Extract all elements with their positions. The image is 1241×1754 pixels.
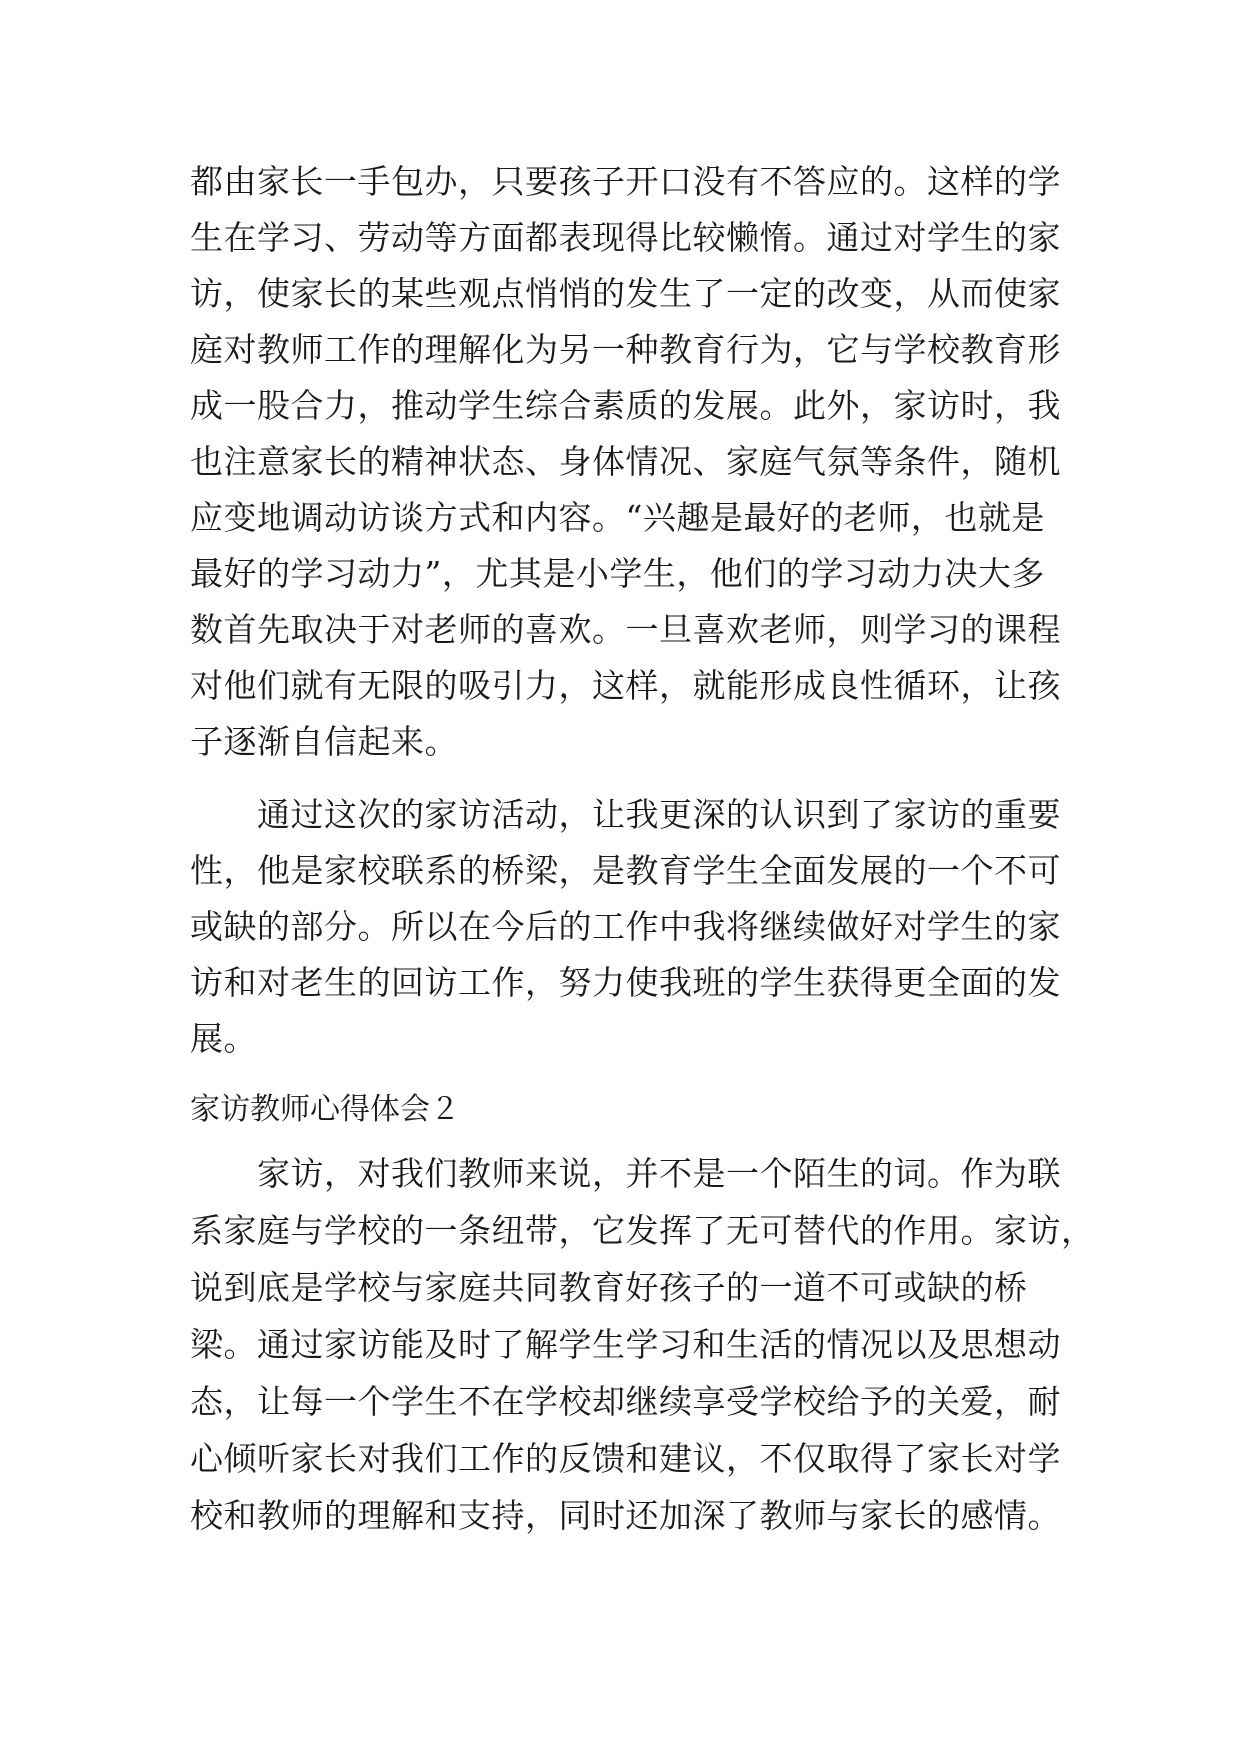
paragraph-1-line-5: 成一股合力，推动学生综合素质的发展。此外，家访时，我 <box>190 386 1061 425</box>
paragraph-3-line-5: 态，让每一个学生不在学校却继续享受学校给予的关爱，耐 <box>190 1382 1061 1421</box>
paragraph-2-line-4: 访和对老生的回访工作，努力使我班的学生获得更全面的发 <box>190 963 1061 1002</box>
paragraph-1-line-6: 也注意家长的精神状态、身体情况、家庭气氛等条件，随机 <box>190 442 1061 481</box>
paragraph-1-line-11: 子逐渐自信起来。 <box>190 722 458 761</box>
paragraph-2-line-1: 通过这次的家访活动，让我更深的认识到了家访的重要 <box>257 795 1061 834</box>
paragraph-2-line-5: 展。 <box>190 1019 257 1058</box>
paragraph-3-line-2: 系家庭与学校的一条纽带，它发挥了无可替代的作用。家访， <box>190 1211 1095 1250</box>
paragraph-3-line-7: 校和教师的理解和支持，同时还加深了教师与家长的感情。 <box>190 1496 1061 1535</box>
paragraph-1-line-1: 都由家长一手包办，只要孩子开口没有不答应的。这样的学 <box>190 162 1061 201</box>
paragraph-1-line-4: 庭对教师工作的理解化为另一种教育行为，它与学校教育形 <box>190 330 1061 369</box>
paragraph-3-line-6: 心倾听家长对我们工作的反馈和建议，不仅取得了家长对学 <box>190 1439 1061 1478</box>
paragraph-1-line-10: 对他们就有无限的吸引力，这样，就能形成良性循环，让孩 <box>190 666 1061 705</box>
paragraph-2-line-2: 性，他是家校联系的桥梁，是教育学生全面发展的一个不可 <box>190 851 1061 890</box>
paragraph-1-line-8: 最好的学习动力”，尤其是小学生，他们的学习动力决大多 <box>190 554 1045 593</box>
paragraph-1-line-3: 访，使家长的某些观点悄悄的发生了一定的改变，从而使家 <box>190 274 1061 313</box>
paragraph-2-line-3: 或缺的部分。所以在今后的工作中我将继续做好对学生的家 <box>190 907 1061 946</box>
paragraph-3-line-1: 家访，对我们教师来说，并不是一个陌生的词。作为联 <box>257 1154 1061 1193</box>
paragraph-1-line-9: 数首先取决于对老师的喜欢。一旦喜欢老师，则学习的课程 <box>190 610 1061 649</box>
paragraph-1-line-7: 应变地调动访谈方式和内容。“兴趣是最好的老师，也就是 <box>190 498 1045 537</box>
paragraph-1-line-2: 生在学习、劳动等方面都表现得比较懒惰。通过对学生的家 <box>190 218 1061 257</box>
section-title: 家访教师心得体会２ <box>190 1092 460 1127</box>
paragraph-3-line-3: 说到底是学校与家庭共同教育好孩子的一道不可或缺的桥 <box>190 1268 1028 1307</box>
paragraph-3-line-4: 梁。通过家访能及时了解学生学习和生活的情况以及思想动 <box>190 1325 1061 1364</box>
